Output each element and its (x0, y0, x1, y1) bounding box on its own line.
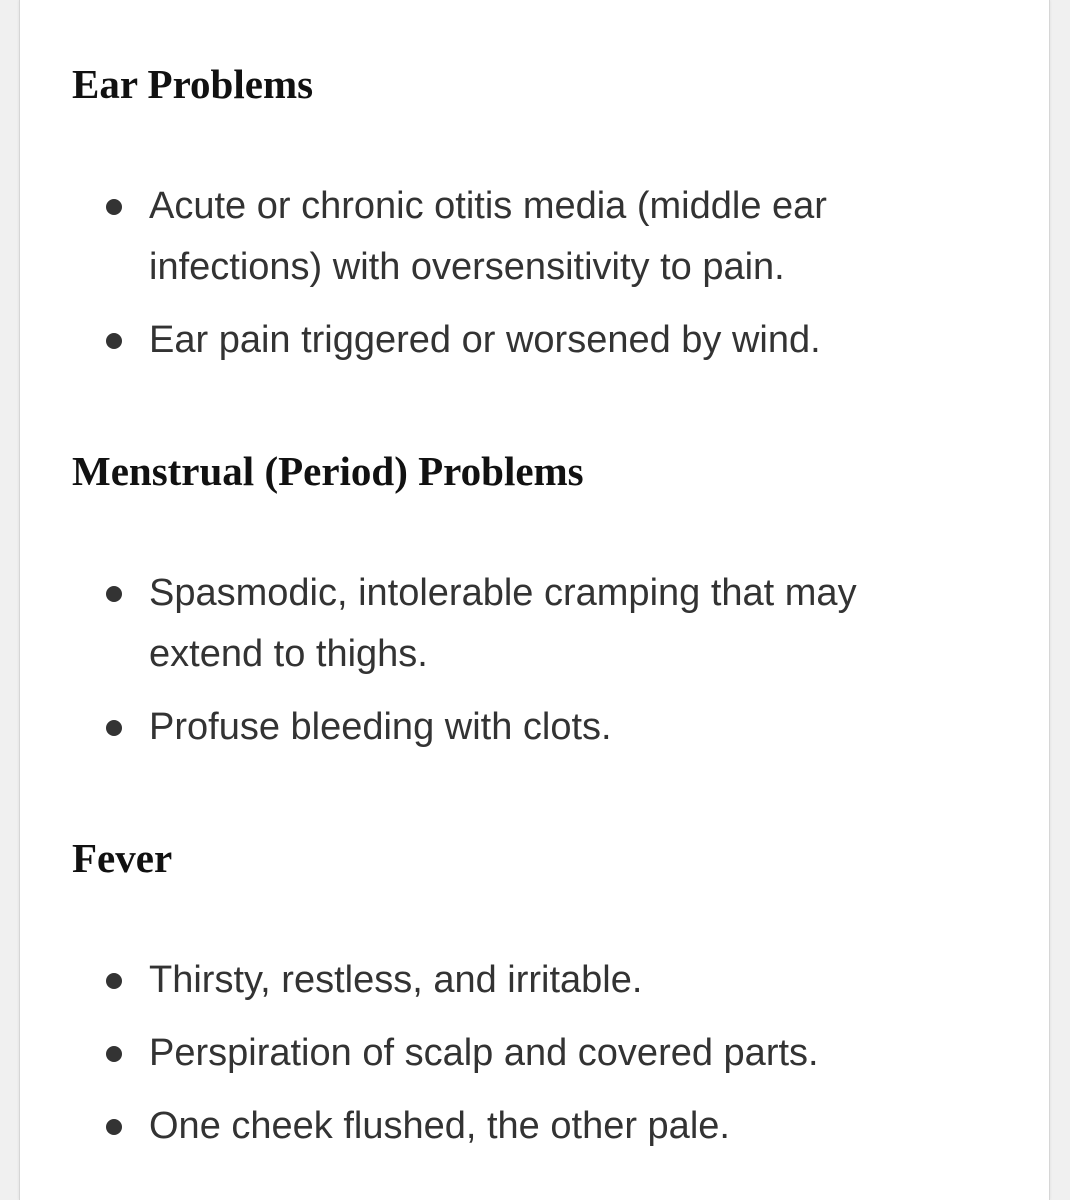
list-item (72, 950, 964, 1011)
document-page (19, 0, 1050, 1200)
list-item-text: Profuse bleeding with clots. (149, 706, 612, 748)
bullet-list (72, 563, 1032, 770)
list-item-text: Perspiration of scalp and covered parts. (149, 1032, 819, 1074)
list-item (72, 1096, 964, 1157)
list-item-text: One cheek flushed, the other pale. (149, 1105, 730, 1147)
bullet-dot-icon (106, 199, 122, 215)
list-item-text: Acute or chronic otitis media (middle ear infections) with oversensitivity to pain. (149, 185, 827, 288)
list-item-text: Thirsty, restless, and irritable. (149, 959, 643, 1001)
bullet-dot-icon (106, 973, 122, 989)
section-heading: Fever (72, 835, 173, 881)
bullet-dot-icon (106, 1119, 122, 1135)
list-item (72, 1023, 964, 1084)
section-ear-problems (72, 60, 1032, 361)
bullet-dot-icon (106, 333, 122, 349)
bullet-dot-icon (106, 1046, 122, 1062)
list-item (72, 563, 964, 685)
section-heading: Menstrual (Period) Problems (72, 448, 584, 494)
list-item-text: Spasmodic, intolerable cramping that may extend to thighs. (149, 572, 857, 675)
section-heading: Ear Problems (72, 61, 314, 107)
list-item-text: Ear pain triggered or worsened by wind. (149, 319, 821, 361)
bullet-dot-icon (106, 586, 122, 602)
list-item (72, 310, 964, 371)
section-menstrual-problems (72, 447, 1032, 748)
section-fever (72, 834, 1032, 1147)
bullet-list (72, 950, 1032, 1169)
list-item (72, 176, 964, 298)
list-item (72, 697, 964, 758)
bullet-dot-icon (106, 720, 122, 736)
bullet-list (72, 176, 1032, 383)
